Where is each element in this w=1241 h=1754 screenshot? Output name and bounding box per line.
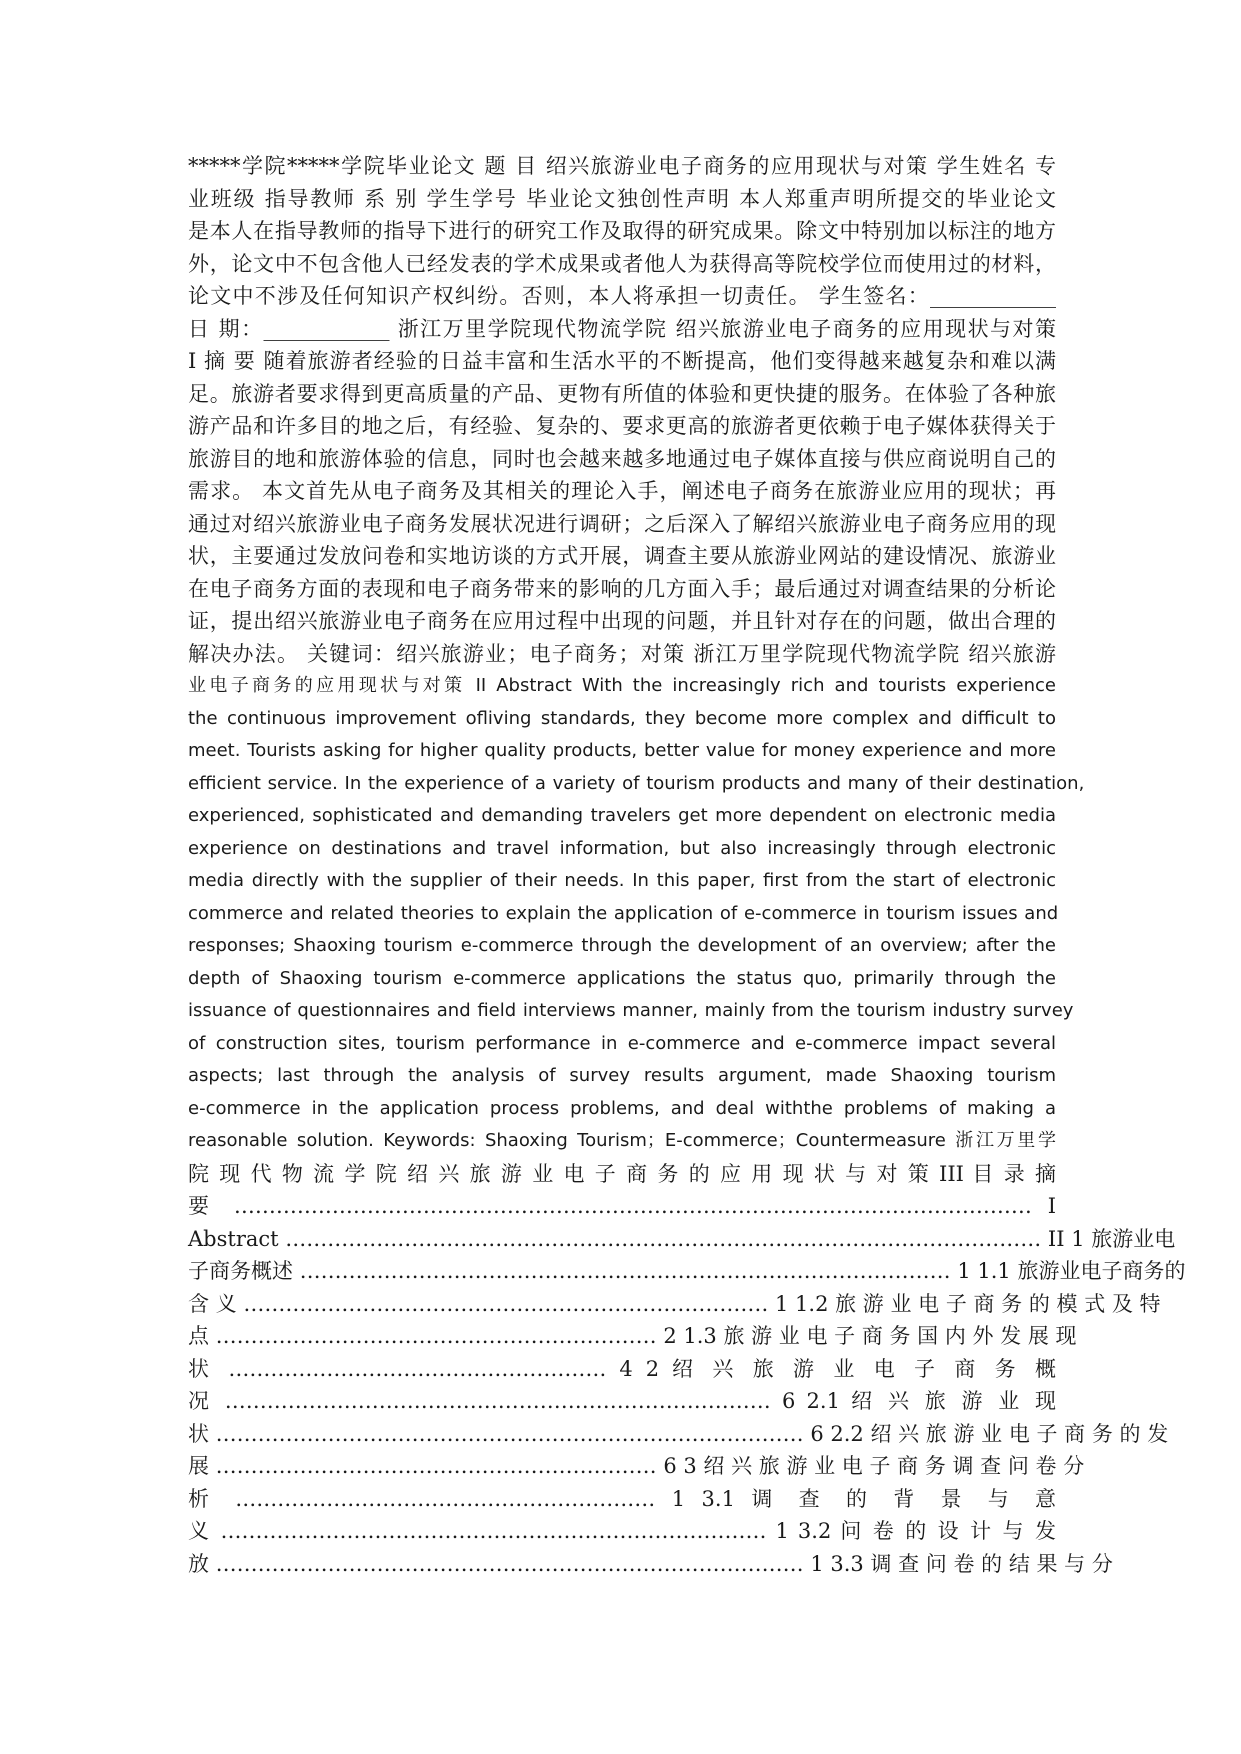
text-line: 况 …………………………………………………………………… 6 2.1 绍 兴 旅 游 业 现 — [188, 1389, 1056, 1413]
text-line: 子商务概述 ………………………………………………………………………………… 1 1.1 旅游业电子商务的 — [188, 1259, 1186, 1283]
text-line: e-commerce in the application process problems, and deal withthe problems of making a — [188, 1097, 1056, 1119]
text-line: depth of Shaoxing tourism e-commerce applications the status quo, primarily through the — [188, 967, 1056, 989]
text-line: 要 …………………………………………………………………………………………………… I — [188, 1194, 1056, 1218]
text-line: 日 期：____________ 浙江万里学院现代物流学院 绍兴旅游业电子商务的应用现状与对策 — [188, 316, 1056, 341]
text-line: 论文中不涉及任何知识产权纠纷。否则，本人将承担一切责任。 学生签名：____________ — [188, 284, 1056, 308]
text-line: commerce and related theories to explain the application of e-commerce in tourism issues and — [188, 902, 1059, 924]
text-line: 证，提出绍兴旅游业电子商务在应用过程中出现的问题，并且针对存在的问题，做出合理的 — [188, 609, 1056, 633]
text-line: 旅游目的地和旅游体验的信息，同时也会越来越多地通过电子媒体直接与供应商说明自己的 — [188, 446, 1056, 471]
text-line: 游产品和许多目的地之后，有经验、复杂的、要求更高的旅游者更依赖于电子媒体获得关于 — [188, 414, 1056, 438]
text-line: 在电子商务方面的表现和电子商务带来的影响的几方面入手；最后通过对调查结果的分析论 — [188, 576, 1056, 601]
document-page — [188, 150, 1186, 1580]
text-line: 通过对绍兴旅游业电子商务发展状况进行调研；之后深入了解绍兴旅游业电子商务应用的现 — [188, 511, 1056, 536]
text-line: aspects; last through the analysis of survey results argument, made Shaoxing tourism — [188, 1065, 1056, 1086]
text-line: media directly with the supplier of their needs. In this paper, first from the start of electronic — [188, 870, 1056, 891]
text-line: 外，论文中不包含他人已经发表的学术成果或者他人为获得高等院校学位而使用过的材料， — [188, 251, 1056, 276]
text-line: 业班级 指导教师 系 别 学生学号 毕业论文独创性声明 本人郑重声明所提交的毕业论文 — [188, 186, 1056, 211]
text-line: 义 …………………………………………………………………… 1 3.2 问 卷 的 设 计 与 发 — [188, 1519, 1056, 1543]
text-line: 解决办法。 关键词：绍兴旅游业；电子商务；对策 浙江万里学院现代物流学院 绍兴旅游 — [188, 641, 1056, 666]
text-line: Abstract ……………………………………………………………………………………………… II 1 旅游业电 — [188, 1226, 1176, 1251]
text-line: experience on destinations and travel information, but also increasingly through electronic — [188, 837, 1056, 859]
text-line: 院 现 代 物 流 学 院 绍 兴 旅 游 业 电 子 商 务 的 应 用 现 状 与 对 策 III 目 录 摘 — [188, 1161, 1056, 1186]
text-line: reasonable solution. Keywords: Shaoxing Tourism；E-commerce；Countermeasure 浙江万里学 — [188, 1130, 1056, 1151]
text-line: 状 ……………………………………………… 4 2 绍 兴 旅 游 业 电 子 商 务 概 — [188, 1356, 1056, 1381]
text-line: issuance of questionnaires and field interviews manner, mainly from the tourism industry survey — [188, 1000, 1074, 1021]
text-line: 点 ……………………………………………………… 2 1.3 旅 游 业 电 子 商 务 国 内 外 发 展 现 — [188, 1324, 1077, 1348]
text-line: of construction sites, tourism performance in e-commerce and e-commerce impact several — [188, 1032, 1056, 1054]
text-line: the continuous improvement ofliving standards, they become more complex and difficult to — [188, 707, 1056, 729]
text-line: 状，主要通过发放问卷和实地访谈的方式开展，调查主要从旅游业网站的建设情况、旅游业 — [188, 544, 1056, 568]
text-line: efficient service. In the experience of a variety of tourism products and many of their destination, — [188, 772, 1085, 794]
text-line: 足。旅游者要求得到更高质量的产品、更物有所值的体验和更快捷的服务。在体验了各种旅 — [188, 381, 1056, 406]
text-line: meet. Tourists asking for higher quality products, better value for money experience and more — [188, 740, 1056, 761]
text-line: 需求。 本文首先从电子商务及其相关的理论入手，阐述电子商务在旅游业应用的现状；再 — [188, 479, 1056, 503]
text-line: I 摘 要 随着旅游者经验的日益丰富和生活水平的不断提高，他们变得越来越复杂和难以满 — [188, 349, 1056, 373]
text-line: 放 ………………………………………………………………………… 1 3.3 调 查 问 卷 的 结 果 与 分 — [188, 1551, 1113, 1576]
text-line: 含 义 ………………………………………………………………… 1 1.2 旅 游 业 电 子 商 务 的 模 式 及 特 — [188, 1291, 1161, 1316]
text-line: 是本人在指导教师的指导下进行的研究工作及取得的研究成果。除文中特别加以标注的地方 — [188, 219, 1056, 243]
text-line: 析 …………………………………………………… 1 3.1 调 查 的 背 景 与 意 — [188, 1486, 1056, 1511]
text-line: 业电子商务的应用现状与对策 II Abstract With the increasingly rich and tourists experience — [188, 675, 1056, 696]
text-line: experienced, sophisticated and demanding travelers get more dependent on electronic media — [188, 805, 1056, 826]
text-line: 展 ……………………………………………………… 6 3 绍 兴 旅 游 业 电 子 商 务 调 查 问 卷 分 — [188, 1454, 1085, 1478]
text-line: *****学院*****学院毕业论文 题 目 绍兴旅游业电子商务的应用现状与对策 学生姓名 专 — [188, 154, 1056, 178]
text-line: responses; Shaoxing tourism e-commerce through the development of an overview; after the — [188, 935, 1056, 956]
text-line: 状 ………………………………………………………………………… 6 2.2 绍 兴 旅 游 业 电 子 商 务 的 发 — [188, 1421, 1169, 1446]
